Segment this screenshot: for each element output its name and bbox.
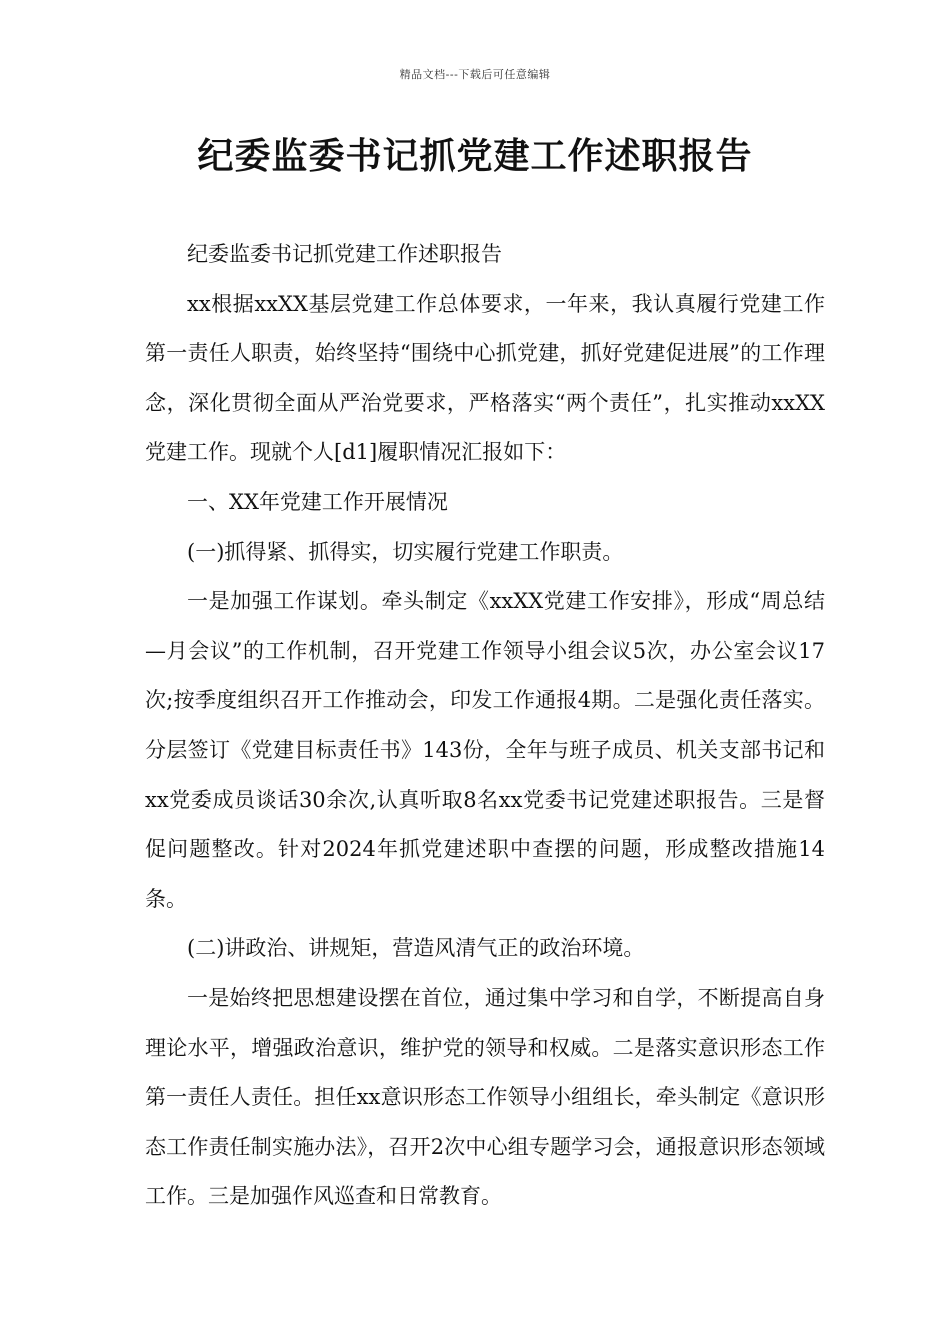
document-title: 纪委监委书记抓党建工作述职报告 bbox=[197, 135, 753, 177]
subsection-heading-1: (一)抓得紧、抓得实，切实履行党建工作职责。 bbox=[187, 539, 624, 564]
subsection-heading-2: (二)讲政治、讲规矩，营造风清气正的政治环境。 bbox=[187, 936, 645, 961]
section-heading: 一、XX年党建工作开展情况 bbox=[187, 489, 448, 514]
header-note: 精品文档---下载后可任意编辑 bbox=[399, 68, 551, 81]
paragraph-intro: xx根据xxXX基层党建工作总体要求，一年来，我认真履行党建工作第一责任人职责，始终坚持“围绕中心抓党建，抓好党建促进展”的工作理念，深化贯彻全面从严治党要求，严格落实“两个责任”，扎实推动xxXX党建工作。现就个人[d1]履职情况汇报如下： bbox=[145, 291, 825, 465]
paragraph-work-planning: 一是加强工作谋划。牵头制定《xxXX党建工作安排》，形成“周总结—月会议”的工作机制，召开党建工作领导小组会议5次，办公室会议17次;按季度组织召开工作推动会，印发工作通报4期。二是强化责任落实。分层签订《党建目标责任书》143份，全年与班子成员、机关支部书记和xx党委成员谈话30余次,认真听取8名xx党委书记党建述职报告。三是督促问题整改。针对2024年抓党建述职中查摆的问题，形成整改措施14条。 bbox=[145, 589, 825, 911]
paragraph-subtitle: 纪委监委书记抓党建工作述职报告 bbox=[187, 242, 502, 266]
document-body bbox=[145, 230, 825, 1222]
paragraph-political-environment: 一是始终把思想建设摆在首位，通过集中学习和自学，不断提高自身理论水平，增强政治意识，维护党的领导和权威。二是落实意识形态工作第一责任人责任。担任xx意识形态工作领导小组组长，牵头制定《意识形态工作责任制实施办法》，召开2次中心组专题学习会，通报意识形态领域工作。三是加强作风巡查和日常教育。 bbox=[145, 985, 825, 1209]
